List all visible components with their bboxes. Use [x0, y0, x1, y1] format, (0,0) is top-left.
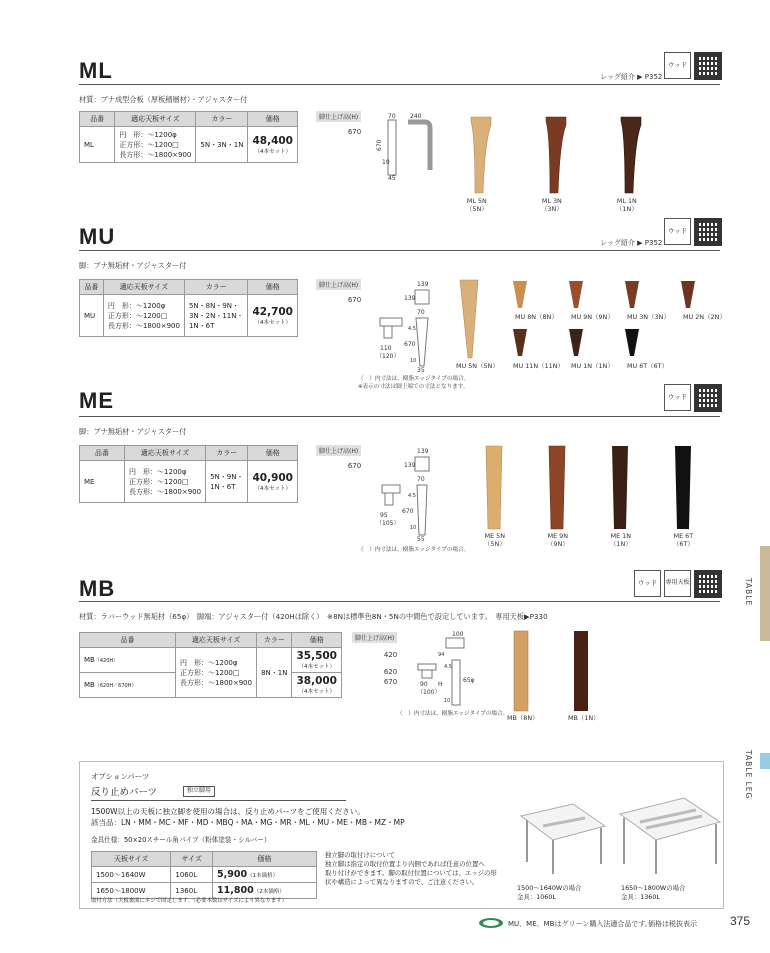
leg-caption: ML 5N （5N）: [466, 197, 488, 213]
option-desc: 1500W以上の天板に独立脚を使用の場合は、反り止めパーツをご使用ください。: [91, 807, 365, 816]
svg-text:139: 139: [404, 462, 416, 469]
table-illustration-1060: [513, 796, 608, 876]
svg-text:10: 10: [382, 159, 390, 166]
leg-caption: MU 6T（6T）: [627, 362, 668, 370]
leg-mu-5n: [458, 278, 480, 360]
wood-tag: ウッド: [664, 52, 691, 79]
svg-text:4.5: 4.5: [408, 493, 416, 499]
leg-ref-link[interactable]: レッグ紹介 ▶ P352: [600, 73, 663, 81]
price: 48,400: [252, 134, 293, 147]
leg-ml-3n: [540, 115, 570, 195]
leg-me-5n: [485, 445, 503, 530]
mu-note: （ ）内寸法は、樹脂エッジタイプの場合。 ※表示の寸法は脚上端での寸法となります。: [358, 376, 470, 390]
mb-dimension-drawing: [416, 630, 486, 710]
wood-tag: ウッド: [664, 218, 691, 245]
height-box: 脚仕上げ高(H) 670: [316, 279, 361, 304]
option-table: 天板サイズ サイズ 価格 1500～1640W 1060L 5,900（1本価格） 1650～1800W 1360L 11,800（2本価格）: [91, 851, 317, 899]
svg-text:95: 95: [380, 512, 388, 519]
qr-code[interactable]: [694, 218, 722, 246]
leg-caption: MU 8N（8N）: [515, 313, 558, 321]
leg-mu-8n: [512, 280, 528, 310]
svg-text:94: 94: [438, 652, 445, 658]
svg-text:H: H: [438, 681, 443, 688]
case-1360: 1650～1800Wの場合 金具：1360L: [621, 884, 686, 901]
height-box: 脚仕上げ高(H) 420 620 670: [352, 632, 397, 686]
material-text: 材質：ブナ成型合板（厚板積層材）・アジャスター付: [79, 95, 248, 104]
leg-caption: ML 3N （3N）: [541, 197, 563, 213]
section-title-ml: ML: [79, 58, 113, 83]
install-notes: 独立脚の取付けについて 独立脚は指定の取付位置より内側であれば任意の位置へ 取り付けができます。脚の取付位置については、エッジの形 状や構造によって異なりますので、ご注意ください。: [325, 851, 497, 886]
svg-text:55: 55: [417, 536, 425, 543]
case-1060: 1500～1640Wの場合 金具：1060L: [517, 884, 582, 901]
standalone-leg-badge: 独立脚用: [183, 786, 215, 797]
leg-mu-3n: [624, 280, 640, 310]
leg-mu-2n: [680, 280, 696, 310]
spec-table-mu: 品番 適応天板サイズ カラー 価格 MU 円 形：～1200φ 正方形：～1200□ 長方形：～1800×900 5N・8N・9N・ 3N・2N・11N・ 1N・6T 42,700 （4本セット）: [79, 279, 298, 337]
svg-text:4.5: 4.5: [444, 664, 452, 670]
side-tab-table-leg: [760, 753, 770, 769]
svg-text:139: 139: [417, 448, 429, 455]
material-text: 脚：ブナ無垢材・アジャスター付: [79, 427, 187, 436]
qr-code[interactable]: [694, 384, 722, 412]
svg-text:70: 70: [417, 309, 425, 316]
me-dimension-drawing: [372, 445, 442, 543]
leg-ml-1n: [615, 115, 645, 195]
spec-table-mb: 品番 適応天板サイズ カラー 価格 MB（420H） 円 形：～1200φ 正方形：～1200□ 長方形：～1800×900 8N・1N 35,500 （4本セット） MB（620H／670H） 38,000 （4本セット）: [79, 632, 342, 698]
leg-caption: MU 11N（11N）: [513, 362, 564, 370]
tax-note: 価格は税抜表示: [648, 920, 697, 928]
side-tab-table: [760, 546, 770, 641]
svg-text:139: 139: [404, 295, 416, 302]
svg-text:10: 10: [410, 358, 417, 364]
svg-text:670: 670: [402, 508, 414, 515]
green-purchase-note: MU、ME、MBはグリーン購入法適合品です。: [508, 920, 652, 928]
leg-caption: MU 3N（3N）: [627, 313, 670, 321]
svg-text:（120）: （120）: [376, 353, 400, 360]
leg-mu-1n: [568, 328, 584, 358]
leg-mb-8n: [513, 630, 529, 712]
svg-text:240: 240: [410, 113, 422, 120]
svg-text:4.5: 4.5: [408, 326, 416, 332]
mu-dimension-drawing: [372, 278, 442, 373]
svg-text:10: 10: [444, 698, 451, 704]
section-title-mb: MB: [79, 576, 116, 601]
leg-caption: MU 9N（9N）: [571, 313, 614, 321]
leg-mu-11n: [512, 328, 528, 358]
spec-table-me: 品番 適応天板サイズ カラー 価格 ME 円 形：～1200φ 正方形：～1200□ 長方形：～1800×900 5N・9N・ 1N・6T 40,900 （4本セット）: [79, 445, 298, 503]
leg-mu-9n: [568, 280, 584, 310]
me-note: （ ）内寸法は、樹脂エッジタイプの場合。: [358, 547, 470, 553]
side-label-table-leg: TABLE LEG: [744, 750, 753, 800]
leg-mb-1n: [573, 630, 589, 712]
svg-text:70: 70: [417, 476, 425, 483]
wood-tag: ウッド: [634, 570, 661, 597]
svg-text:10: 10: [410, 525, 417, 531]
svg-text:670: 670: [404, 341, 416, 348]
leg-me-9n: [548, 445, 566, 530]
svg-text:110: 110: [380, 345, 392, 352]
leg-caption: ML 1N （1N）: [616, 197, 638, 213]
ml-dimension-drawing: [370, 112, 440, 182]
leg-ref-link[interactable]: レッグ紹介 ▶ P352: [600, 239, 663, 247]
wood-tag: ウッド: [664, 384, 691, 411]
option-applicable: 該当品：LN・MM・MC・MF・MD・MBQ・MA・MG・MR・ML・MU・ME・MB・MZ・MP: [91, 818, 405, 827]
option-spec: 金具仕様：50×20スチール角パイプ（粉体塗装・シルバー）: [91, 836, 271, 844]
green-mark-icon: [478, 917, 504, 929]
leg-caption: MU 5N（5N）: [456, 362, 499, 370]
svg-text:70: 70: [388, 113, 396, 120]
material-text: 脚：ブナ無垢材・アジャスター付: [79, 261, 187, 270]
qr-code[interactable]: [694, 570, 722, 598]
leg-caption: MU 1N（1N）: [571, 362, 614, 370]
section-title-me: ME: [79, 388, 114, 413]
height-box: 脚仕上げ高(H) 670: [316, 111, 361, 136]
table-illustration-1360: [614, 792, 722, 876]
leg-caption: MU 2N（2N）: [683, 313, 726, 321]
leg-me-1n: [611, 445, 629, 530]
option-heading: オプションパーツ: [91, 772, 150, 781]
product-code: ML: [80, 127, 115, 163]
option-title: 反り止めパーツ: [91, 787, 158, 798]
leg-me-6t: [674, 445, 692, 530]
svg-text:35: 35: [417, 367, 425, 373]
leg-mu-6t: [624, 328, 640, 358]
material-text: 材質：ラバーウッド無垢材（65φ） 脚端：アジャスター付（420Hは除く） ※8Nは標準色8N・5Nの中間色で設定しています。 専用天板▶P330: [79, 612, 548, 621]
height-box: 脚仕上げ高(H) 670: [316, 445, 361, 470]
color-list: 5N・3N・1N: [196, 127, 248, 163]
svg-text:65φ: 65φ: [463, 677, 475, 684]
spec-table-ml: 品番 適応天板サイズ カラー 価格 ML 円 形：～1200φ 正方形：～1200□ 長方形：～1800×900 5N・3N・1N 48,400 （4本セット）: [79, 111, 298, 163]
option-footnote: 取付方法（天板裏面にネジで固定します。（必要本数はサイズにより異なります）: [91, 898, 287, 904]
page-number: 375: [730, 914, 751, 928]
svg-text:90: 90: [420, 681, 428, 688]
leg-ml-5n: [465, 115, 495, 195]
svg-text:100: 100: [452, 631, 464, 638]
mb-note: （ ）内寸法は、樹脂エッジタイプの場合。: [397, 711, 509, 717]
section-title-mu: MU: [79, 224, 116, 249]
qr-code[interactable]: [694, 52, 722, 80]
svg-text:（105）: （105）: [376, 520, 400, 527]
svg-text:670: 670: [376, 139, 383, 151]
side-label-table: TABLE: [744, 578, 753, 607]
svg-text:（100）: （100）: [417, 689, 441, 696]
svg-text:45: 45: [388, 175, 396, 182]
svg-text:139: 139: [417, 281, 429, 288]
dedicated-top-tag: 専用天板: [664, 570, 691, 597]
